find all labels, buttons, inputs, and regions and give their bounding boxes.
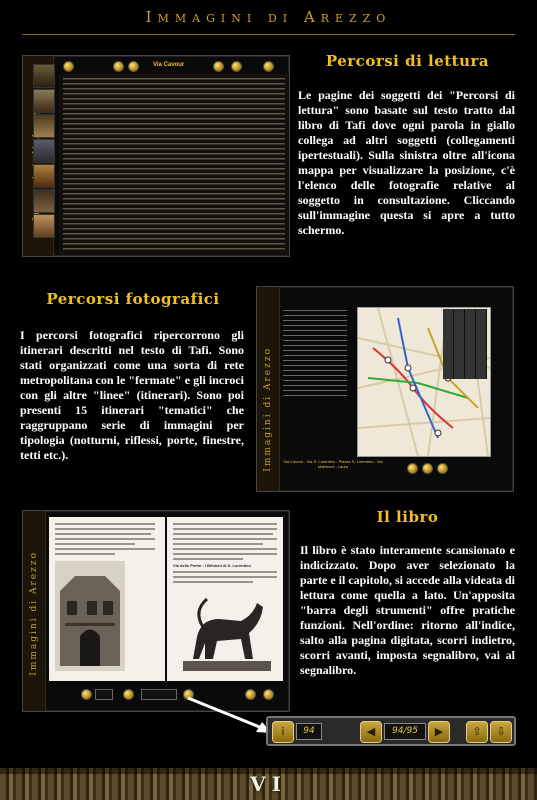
photo-grid: [443, 309, 487, 379]
page-title: Immagini di Arezzo: [145, 8, 392, 26]
book-toolbar: [266, 716, 516, 746]
section-text-book: Il libro è stato interamente scansionato e indicizzato. Dopo aver selezionato la parte e il capitolo, si accede alla videata di lettura come quella a lato. Un'apposita "barra degli strumenti" offre pratiche funzioni. Nell'ordine: ritorno all'indice, salto alla pagina digitata, scorri indietro, scorri avanti, imposta segnalibro, vai al segnalibro.: [300, 543, 515, 677]
book-page-right: [167, 517, 283, 681]
photo-thumbnail[interactable]: [33, 189, 55, 213]
prev-icon[interactable]: ◀: [360, 721, 382, 743]
thumbnail-list: [33, 64, 55, 252]
screenshot-spine: [23, 511, 46, 711]
nav-icon[interactable]: [213, 61, 224, 72]
mini-page-field: [95, 689, 113, 700]
prev-icon[interactable]: [123, 689, 134, 700]
photo-thumbnail[interactable]: [33, 89, 55, 113]
nav-icon[interactable]: [128, 61, 139, 72]
section-title-book: Il libro: [376, 508, 439, 526]
nav-icon[interactable]: [422, 463, 433, 474]
photo-thumbnail[interactable]: [33, 114, 55, 138]
spine-title: Immagini di Arezzo: [29, 551, 39, 676]
itinerary-description: [283, 309, 347, 399]
photos-screenshot[interactable]: [256, 286, 514, 492]
section-text-photos: I percorsi fotografici ripercorrono gli itinerari descritti nel testo di Tafi. Sono stati organizzati come una sorta di rete metropolitana con le "fermate" e gli incroci con gli altre "linee" (itinerari). Sono poi presenti 15 itinerari "tematici" che raggruppano serie di immagini per tipologia (notturni, riflessi, porte, finestre, tetti etc.).: [20, 328, 244, 462]
book-screenshot[interactable]: [22, 510, 290, 712]
header-divider: [22, 34, 515, 35]
section-text-reading: Le pagine dei soggetti dei "Percorsi di lettura" sono basate sul testo tratto dal libro di Tafi dove ogni parola in giallo collega ad altri soggetti (collegamenti ipertestuali). Sulla sinistra oltre all'icona mappa per visualizzare la posizione, c'è l'elenco delle fotografie relative al soggetto in consultazione. Cliccando sull'immagine questa si apre a tutto schermo.: [298, 88, 515, 237]
photo-thumbnail[interactable]: [33, 164, 55, 188]
itinerary-stops: Via Cavour - Via S. Lorentino - Piazza S. Lorentino - Via Malfaroni - Laura: [283, 459, 383, 469]
nav-icon[interactable]: [263, 61, 274, 72]
photo-thumbnail[interactable]: [33, 139, 55, 163]
map-icon[interactable]: [63, 61, 74, 72]
section-title-photos: Percorsi fotografici: [46, 290, 220, 308]
photo-thumbnail[interactable]: [33, 214, 55, 238]
spine-title: Immagini di Arezzo: [263, 347, 273, 472]
chimera-illustration: [183, 589, 271, 673]
nav-icon[interactable]: [437, 463, 448, 474]
page-caption: Via delle Pietre - I Bifolchi di S. Lorentino: [173, 563, 251, 568]
page-number: VI: [250, 772, 287, 796]
page-input[interactable]: 94: [296, 723, 322, 740]
callout-arrow: [180, 690, 280, 740]
section-title-reading: Percorsi di lettura: [325, 52, 490, 70]
info-icon[interactable]: [81, 689, 92, 700]
next-icon[interactable]: ▶: [428, 721, 450, 743]
subject-title: Via Cavour: [153, 62, 185, 68]
subject-text-area: [59, 74, 289, 255]
reading-screenshot[interactable]: [22, 55, 290, 257]
photo-thumbnail[interactable]: [33, 64, 55, 88]
nav-icon[interactable]: [113, 61, 124, 72]
building-illustration: [55, 561, 125, 671]
page-range-display: 94/95: [384, 723, 426, 740]
set-bookmark-icon[interactable]: ⇧: [466, 721, 488, 743]
screenshot-spine: [257, 287, 280, 491]
nav-icon[interactable]: [231, 61, 242, 72]
mini-range-field: [141, 689, 177, 700]
book-page-left: [49, 517, 165, 681]
nav-icon[interactable]: [407, 463, 418, 474]
info-icon[interactable]: i: [272, 721, 294, 743]
goto-bookmark-icon[interactable]: ⇩: [490, 721, 512, 743]
